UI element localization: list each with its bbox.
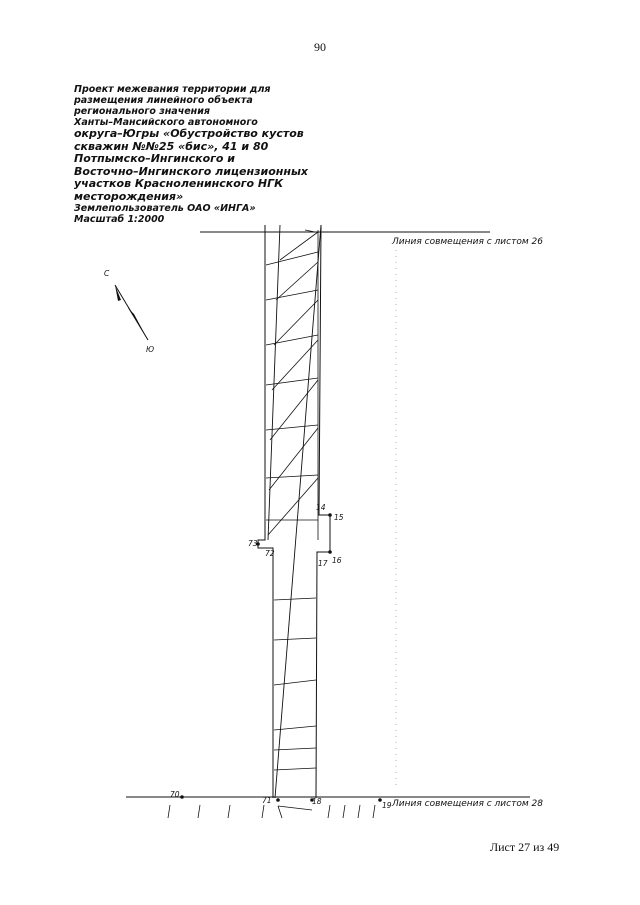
title-line: скважин №№25 «бис», 41 и 80	[74, 139, 269, 153]
title-line: регионального значения	[74, 106, 210, 117]
strip-left-boundary	[258, 225, 273, 798]
parcel-edge	[268, 225, 280, 540]
title-line: округа–Югры «Обустройство кустов	[74, 127, 304, 140]
point-label: 71	[262, 796, 272, 805]
point-label: 70	[170, 790, 180, 799]
title-line: Восточно–Ингинского лицензионных	[74, 164, 309, 178]
page-number: 90	[314, 40, 326, 54]
map-scale: Масштаб 1:2000	[74, 214, 165, 225]
title-line: Проект межевания территории для	[74, 84, 271, 95]
parcel-hatching	[266, 232, 318, 770]
south-label: Ю	[146, 345, 155, 354]
title-line: Потпымско–Ингинского и	[74, 152, 235, 165]
point-label: 72	[265, 549, 275, 558]
point-label: 17	[318, 559, 328, 568]
point-label: 16	[332, 556, 342, 565]
north-label: С	[104, 269, 110, 278]
point-label: 19	[382, 801, 392, 810]
point-label: 18	[312, 797, 322, 806]
diagonal-line	[275, 225, 321, 798]
point-label: 73	[248, 539, 258, 548]
bottom-line-label: Линия совмещения с листом 28	[392, 799, 543, 809]
top-line-label: Линия совмещения с листом 26	[392, 237, 543, 247]
title-line: участков Красноленинского НГК	[74, 177, 284, 190]
sheet-label: Лист 27 из 49	[490, 840, 560, 854]
title-line: Ханты–Мансийского автономного	[74, 117, 258, 128]
north-arrow-icon	[104, 269, 154, 354]
point-label: 14	[316, 503, 326, 512]
bottom-ticks	[168, 805, 375, 818]
land-user: Землепользователь ОАО «ИНГА»	[74, 203, 256, 214]
point-label: 15	[334, 513, 344, 522]
title-line: месторождения»	[74, 189, 184, 203]
title-line: размещения линейного объекта	[74, 95, 253, 106]
